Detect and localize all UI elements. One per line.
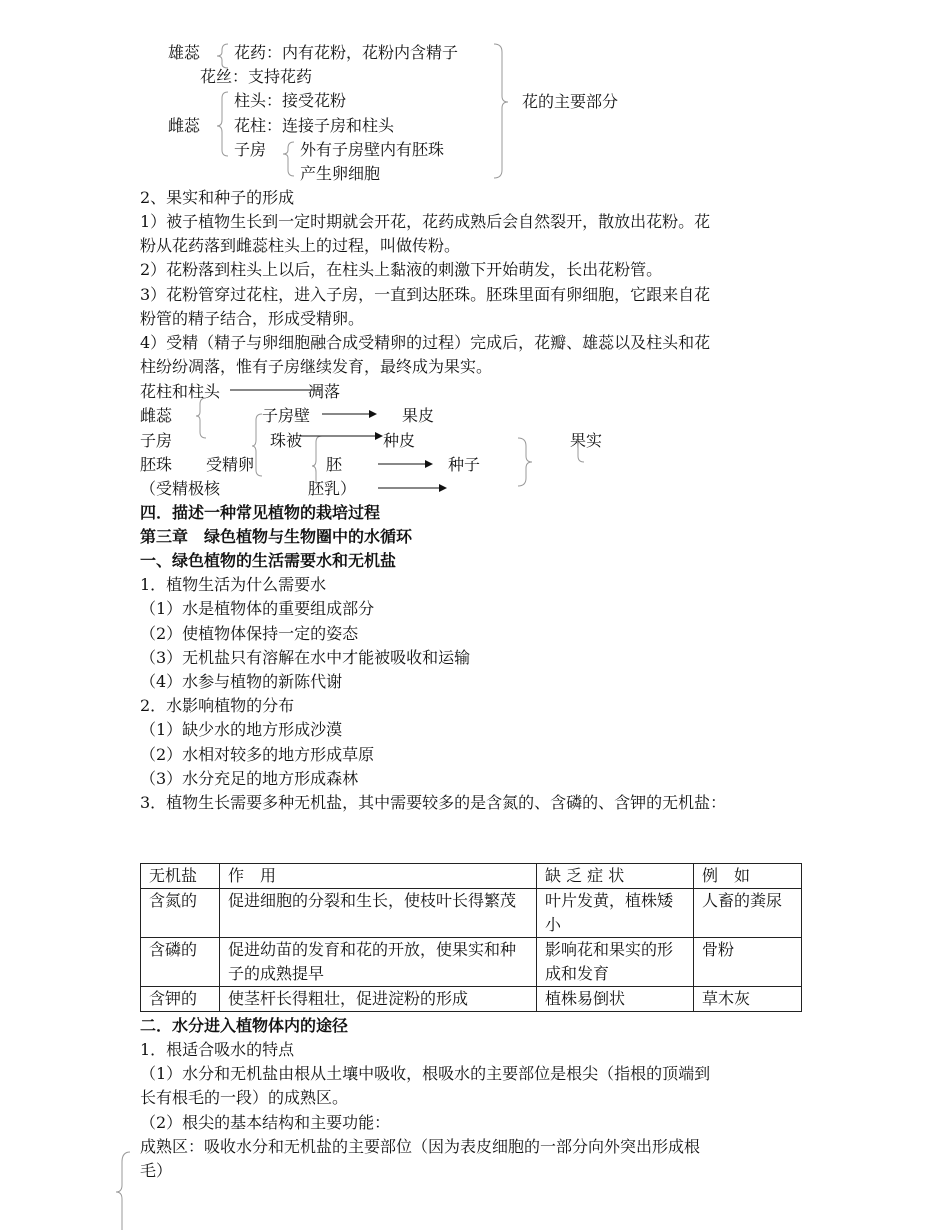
q2-item-1: （1）缺少水的地方形成沙漠 xyxy=(140,720,343,739)
ovary-wall-label: 子房壁 xyxy=(262,406,311,425)
seed-label: 种子 xyxy=(448,455,481,474)
table-cell: 使茎杆长得粗壮，促进淀粉的形成 xyxy=(220,987,537,1012)
fruit-label: 果实 xyxy=(570,431,603,450)
header-salt: 无机盐 xyxy=(141,864,220,889)
polar-nuclei-label: （受精极核 xyxy=(140,479,221,498)
pistil-brace xyxy=(217,92,228,156)
q1-item-4: （4）水参与植物的新陈代谢 xyxy=(140,672,343,691)
chapter-3-heading: 第三章 绿色植物与生物圈中的水循环 xyxy=(140,527,413,546)
q1-item-1: （1）水是植物体的重要组成部分 xyxy=(140,599,375,618)
q2-heading: 2．水影响植物的分布 xyxy=(140,696,295,715)
table-cell: 促进幼苗的发育和花的开放，使果实和种子的成熟提早 xyxy=(220,938,537,987)
water-path-heading: 二．水分进入植物体内的途径 xyxy=(140,1016,349,1035)
zygote-label: 受精卵 xyxy=(206,455,255,474)
table-cell: 人畜的粪尿 xyxy=(694,889,802,938)
fruit-heading: 2、果实和种子的形成 xyxy=(140,188,295,207)
egg-text: 产生卵细胞 xyxy=(300,164,381,183)
q2-item-3: （3）水分充足的地方形成森林 xyxy=(140,769,359,788)
paragraph-3-line-1: 3）花粉管穿过花柱，进入子房，一直到达胚珠。胚珠里面有卵细胞，它跟来自花 xyxy=(140,285,711,304)
ovary-wall-text: 外有子房壁内有胚珠 xyxy=(300,140,445,159)
mature-zone-line-1: 成熟区：吸收水分和无机盐的主要部位（因为表皮细胞的一部分向外突出形成根 xyxy=(140,1137,701,1156)
integument-label: 珠被 xyxy=(270,431,303,450)
seed-coat-label: 种皮 xyxy=(383,431,416,450)
style-stigma-label: 花柱和柱头 xyxy=(140,382,221,401)
table-cell: 叶片发黄，植株矮小 xyxy=(537,889,694,938)
paragraph-4-line-2: 柱纷纷凋落，惟有子房继续发育，最终成为果实。 xyxy=(140,357,493,376)
fruit-ovary-brace xyxy=(252,414,262,476)
paragraph-1-line-2: 粉从花药落到雌蕊柱头上的过程，叫做传粉。 xyxy=(140,236,461,255)
stamen-brace xyxy=(217,44,228,68)
paragraph-2: 2）花粉落到柱头上以后，在柱头上黏液的刺激下开始萌发，长出花粉管。 xyxy=(140,260,663,279)
table-cell: 含钾的 xyxy=(141,987,220,1012)
header-deficiency: 缺 乏 症 状 xyxy=(537,864,694,889)
table-cell: 草木灰 xyxy=(694,987,802,1012)
pistil-label-2: 雌蕊 xyxy=(140,406,173,425)
wither-label: 凋落 xyxy=(308,382,341,401)
header-function: 作 用 xyxy=(220,864,537,889)
root-paragraph-line-2: 长有根毛的一段）的成熟区。 xyxy=(140,1088,349,1107)
table-cell: 含磷的 xyxy=(141,938,220,987)
main-parts-text: 花的主要部分 xyxy=(522,92,619,111)
q2-item-2: （2）水相对较多的地方形成草原 xyxy=(140,745,375,764)
mineral-salt-table xyxy=(140,863,802,1012)
pericarp-label: 果皮 xyxy=(402,406,435,425)
table-cell: 影响花和果实的形成和发育 xyxy=(537,938,694,987)
table-row xyxy=(141,938,802,987)
root-tip-heading: （2）根尖的基本结构和主要功能： xyxy=(140,1113,391,1132)
table-header-row xyxy=(141,864,802,889)
fruit-brace xyxy=(572,438,584,462)
ovary-brace xyxy=(283,142,294,176)
fruit-pistil-brace xyxy=(196,398,206,438)
pistil-label: 雌蕊 xyxy=(168,116,201,135)
q3-heading: 3．植物生长需要多种无机盐，其中需要较多的是含氮的、含磷的、含钾的无机盐： xyxy=(140,793,727,812)
anther-text: 花药：内有花粉，花粉内含精子 xyxy=(234,43,459,62)
paragraph-3-line-2: 粉管的精子结合，形成受精卵。 xyxy=(140,309,365,328)
paragraph-4-line-1: 4）受精（精子与卵细胞融合成受精卵的过程）完成后，花瓣、雄蕊以及柱头和花 xyxy=(140,333,711,352)
section-4-heading: 四．描述一种常见植物的栽培过程 xyxy=(140,503,381,522)
q1-item-2: （2）使植物体保持一定的姿态 xyxy=(140,624,359,643)
ovary-label: 子房 xyxy=(140,431,173,450)
table-cell: 植株易倒状 xyxy=(537,987,694,1012)
ovule-label: 胚珠 xyxy=(140,455,173,474)
q1-heading: 1．植物生活为什么需要水 xyxy=(140,575,327,594)
q1-item-3: （3）无机盐只有溶解在水中才能被吸收和运输 xyxy=(140,648,471,667)
main-parts-brace xyxy=(494,44,508,178)
embryo-label: 胚 xyxy=(326,455,343,474)
root-tip-brace xyxy=(116,1152,130,1230)
table-cell: 促进细胞的分裂和生长，使枝叶长得繁茂 xyxy=(220,889,537,938)
style-text: 花柱：连接子房和柱头 xyxy=(234,116,395,135)
seed-brace xyxy=(518,438,532,486)
root-paragraph-line-1: （1）水分和无机盐由根从土壤中吸收，根吸水的主要部位是根尖（指根的顶端到 xyxy=(140,1064,711,1083)
mature-zone-line-2: 毛） xyxy=(140,1161,173,1180)
header-example: 例 如 xyxy=(694,864,802,889)
stamen-label: 雄蕊 xyxy=(168,43,201,62)
endosperm-label: 胚乳） xyxy=(308,479,357,498)
table-cell: 含氮的 xyxy=(141,889,220,938)
section-1-heading: 一、绿色植物的生活需要水和无机盐 xyxy=(140,551,397,570)
ovary-text: 子房 xyxy=(234,140,267,159)
root-feature-heading: 1．根适合吸水的特点 xyxy=(140,1040,295,1059)
filament-text: 花丝：支持花药 xyxy=(200,67,313,86)
fruit-ovule-brace xyxy=(312,436,322,486)
table-row xyxy=(141,987,802,1012)
stigma-text: 柱头：接受花粉 xyxy=(234,91,347,110)
table-row xyxy=(141,889,802,938)
paragraph-1-line-1: 1）被子植物生长到一定时期就会开花，花药成熟后会自然裂开，散放出花粉。花 xyxy=(140,212,711,231)
table-cell: 骨粉 xyxy=(694,938,802,987)
